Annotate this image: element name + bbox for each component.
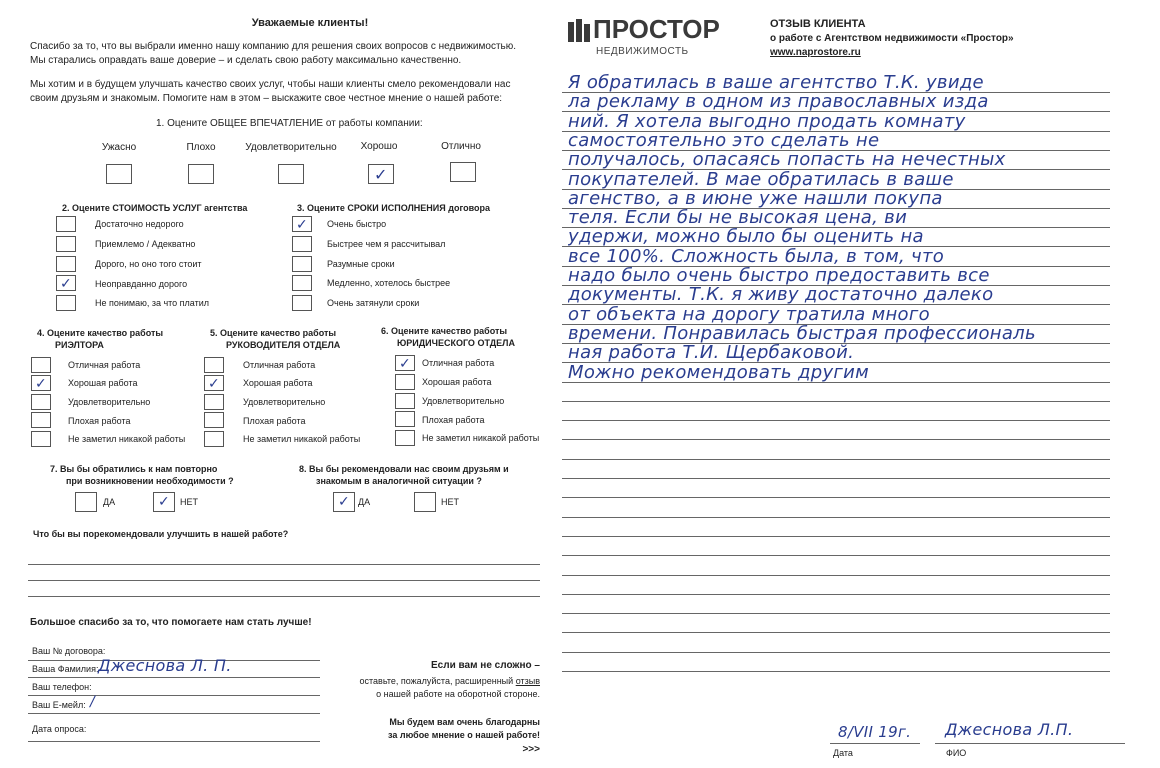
surname-field-line[interactable] [28, 677, 320, 678]
q6-checkbox[interactable] [395, 393, 415, 409]
q6-option-label: Удовлетворительно [422, 396, 505, 406]
q6-option-label: Не заметил никакой работы [422, 433, 540, 443]
date-label: Дата опроса: [32, 724, 87, 734]
q4-checkbox-selected[interactable] [31, 375, 51, 391]
ruled-line [562, 517, 1110, 518]
q2-option-label: Дорого, но оно того стоит [95, 259, 202, 269]
q3-option-label: Разумные сроки [327, 259, 395, 269]
q1-option-label: Отлично [441, 141, 481, 152]
q7-subtitle: при возникновении необходимости ? [66, 476, 234, 486]
handwritten-line: ная работа Т.И. Щербаковой. [568, 342, 855, 363]
handwritten-line: агенство, а в июне уже нашли покупа [568, 188, 943, 209]
q6-checkbox[interactable] [395, 430, 415, 446]
check-mark-icon: ✓ [296, 217, 308, 233]
contract-label: Ваш № договора: [32, 646, 106, 656]
q3-checkbox[interactable] [292, 236, 312, 252]
q3-option-label: Медленно, хотелось быстрее [327, 278, 451, 288]
improve-question: Что бы вы порекомендовали улучшить в нашей работе? [33, 529, 289, 539]
check-mark-icon: ✓ [208, 376, 220, 392]
q4-option-label: Хорошая работа [68, 378, 138, 388]
q5-option-label: Отличная работа [243, 360, 316, 370]
check-mark-icon: ✓ [399, 356, 411, 372]
q1-option-label: Удовлетворительно [245, 142, 337, 153]
signature-fio-value: Джеснова Л.П. [945, 720, 1074, 739]
review-header-title: ОТЗЫВ КЛИЕНТА [770, 18, 866, 30]
q3-checkbox[interactable] [292, 275, 312, 291]
handwritten-line: теля. Если бы не высокая цена, ви [568, 207, 908, 228]
q5-checkbox[interactable] [204, 412, 224, 428]
q4-title: 4. Оцените качество работы [37, 328, 164, 338]
answer-line[interactable] [28, 564, 540, 565]
q4-option-label: Не заметил никакой работы [68, 434, 186, 444]
logo-subtitle: НЕДВИЖИМОСТЬ [596, 46, 689, 57]
q1-checkbox-awful[interactable] [106, 164, 132, 184]
phone-label: Ваш телефон: [32, 682, 92, 692]
handwritten-line: ний. Я хотела выгодно продать комнату [568, 111, 966, 132]
handwritten-line: от объекта на дорогу тратила много [568, 304, 930, 325]
ruled-line [562, 459, 1110, 460]
date-sign-line [830, 743, 920, 744]
q1-checkbox-satisfactory[interactable] [278, 164, 304, 184]
q1-checkbox-bad[interactable] [188, 164, 214, 184]
q4-checkbox[interactable] [31, 357, 51, 373]
q4-checkbox[interactable] [31, 412, 51, 428]
q5-checkbox[interactable] [204, 357, 224, 373]
handwritten-line: надо было очень быстро предоставить все [568, 265, 990, 286]
signature-fio-label: ФИО [946, 748, 967, 758]
q5-option-label: Хорошая работа [243, 378, 313, 388]
q5-option-label: Не заметил никакой работы [243, 434, 361, 444]
ruled-line [562, 594, 1110, 595]
handwritten-line: самостоятельно это сделать не [568, 130, 880, 151]
q6-subtitle: ЮРИДИЧЕСКОГО ОТДЕЛА [397, 338, 515, 348]
q3-option-label: Очень затянули сроки [327, 298, 420, 308]
email-field-line[interactable] [28, 713, 320, 714]
answer-line[interactable] [28, 596, 540, 597]
q2-checkbox[interactable] [56, 295, 76, 311]
ruled-line [562, 613, 1110, 614]
q8-title: 8. Вы бы рекомендовали нас своим друзьям и [299, 464, 509, 474]
q3-checkbox[interactable] [292, 256, 312, 272]
q2-option-label: Не понимаю, за что платил [95, 298, 210, 308]
signature-date-label: Дата [833, 748, 853, 758]
ruled-line [562, 401, 1110, 402]
q3-option-label: Быстрее чем я рассчитывал [327, 239, 446, 249]
q4-checkbox[interactable] [31, 431, 51, 447]
ruled-line [562, 420, 1110, 421]
q1-title: 1. Оцените ОБЩЕЕ ВПЕЧАТЛЕНИЕ от работы компании: [156, 118, 423, 129]
phone-field-line[interactable] [28, 695, 320, 696]
q6-checkbox-selected[interactable] [395, 355, 415, 371]
email-value[interactable]: / [90, 694, 96, 710]
check-mark-icon: ✓ [374, 165, 388, 184]
q7-no-label: НЕТ [180, 497, 198, 507]
review-header-subtitle: о работе с Агентством недвижимости «Простор» [770, 33, 1014, 44]
ruled-line [562, 555, 1110, 556]
check-mark-icon: ✓ [35, 376, 47, 392]
q4-option-label: Отличная работа [68, 360, 141, 370]
check-mark-icon: ✓ [158, 494, 170, 510]
note-line-2: оставьте, пожалуйста, расширенный отзыв [359, 676, 540, 686]
ruled-line [562, 439, 1110, 440]
q3-checkbox-selected[interactable] [292, 216, 312, 232]
handwritten-line: документы. Т.К. я живу достаточно далеко [568, 284, 994, 305]
q8-subtitle: знакомым в аналогичной ситуации ? [316, 476, 482, 486]
q2-checkbox[interactable] [56, 216, 76, 232]
q2-option-label: Приемлемо / Адекватно [95, 239, 196, 249]
q3-title: 3. Оцените СРОКИ ИСПОЛНЕНИЯ договора [297, 203, 490, 213]
q1-checkbox-excellent[interactable] [450, 162, 476, 182]
handwritten-line: Я обратилась в ваше агентство Т.К. увиде [568, 72, 984, 93]
note-line-5: за любое мнение о нашей работе! [387, 730, 540, 740]
check-mark-icon: ✓ [338, 494, 350, 510]
q3-checkbox[interactable] [292, 295, 312, 311]
q6-checkbox[interactable] [395, 374, 415, 390]
q4-subtitle: РИЭЛТОРА [55, 340, 104, 350]
q1-checkbox-good[interactable] [368, 164, 394, 184]
q5-checkbox[interactable] [204, 394, 224, 410]
q2-checkbox[interactable] [56, 256, 76, 272]
q6-checkbox[interactable] [395, 411, 415, 427]
note-line-4: Мы будем вам очень благодарны [389, 717, 540, 727]
q6-option-label: Отличная работа [422, 358, 495, 368]
fio-sign-line [935, 743, 1125, 744]
q6-option-label: Плохая работа [422, 415, 485, 425]
q4-checkbox[interactable] [31, 394, 51, 410]
q6-title: 6. Оцените качество работы [381, 326, 508, 336]
q6-option-label: Хорошая работа [422, 377, 492, 387]
q5-title: 5. Оцените качество работы [210, 328, 337, 338]
ruled-line [562, 652, 1110, 653]
q3-option-label: Очень быстро [327, 219, 387, 229]
handwritten-line: времени. Понравилась быстрая профессиональ [568, 323, 1036, 344]
ruled-line [562, 497, 1110, 498]
logo-icon [566, 18, 592, 44]
q7-yes-label: ДА [103, 497, 116, 507]
handwritten-line: Можно рекомендовать другим [568, 362, 870, 383]
intro-paragraph-2: Мы хотим и в будущем улучшать качество своих услуг, чтобы наши клиенты смело рекомендовали нас своим друзьям и знакомым. Помогите нам в этом – выскажите свое честное мнение о нашей работе: [30, 79, 511, 104]
thanks-text: Большое спасибо за то, что помогаете нам стать лучше! [30, 617, 312, 628]
q8-checkbox-no[interactable] [414, 492, 436, 512]
handwritten-line: все 100%. Сложность была, в том, что [568, 246, 945, 267]
greeting-title: Уважаемые клиенты! [251, 17, 369, 29]
q1-option-label: Ужасно [101, 142, 137, 153]
signature-date-value: 8/VII 19г. [838, 723, 912, 741]
q5-checkbox-selected[interactable] [204, 375, 224, 391]
review-link[interactable]: отзыв [515, 676, 540, 686]
q1-option-label: Хорошо [360, 141, 398, 152]
q5-subtitle: РУКОВОДИТЕЛЯ ОТДЕЛА [226, 340, 341, 350]
review-header-url[interactable]: www.naprostore.ru [770, 47, 861, 58]
ruled-line [562, 478, 1110, 479]
q2-checkbox[interactable] [56, 236, 76, 252]
handwritten-line: удержи, можно было бы оценить на [568, 226, 924, 247]
note-line-3: о нашей работе на оборотной стороне. [376, 689, 540, 699]
ruled-line [562, 671, 1110, 672]
arrows-icon: >>> [522, 744, 540, 755]
q1-option-label: Плохо [186, 142, 216, 153]
q8-no-label: НЕТ [441, 497, 459, 507]
q2-title: 2. Оцените СТОИМОСТЬ УСЛУГ агентства [62, 203, 248, 213]
q4-option-label: Плохая работа [68, 416, 131, 426]
surname-value[interactable]: Джеснова Л. П. [98, 656, 232, 675]
handwritten-line: покупателей. В мае обратилась в ваше [568, 169, 954, 190]
q7-checkbox-no-selected[interactable] [153, 492, 175, 512]
ruled-line [562, 632, 1110, 633]
q5-option-label: Удовлетворительно [243, 397, 326, 407]
check-mark-icon: ✓ [60, 276, 72, 292]
answer-line[interactable] [28, 580, 540, 581]
q7-title: 7. Вы бы обратились к нам повторно [50, 464, 218, 474]
ruled-line [562, 575, 1110, 576]
q2-option-label: Достаточно недорого [95, 219, 184, 229]
handwritten-line: ла рекламу в одном из православных изда [568, 91, 989, 112]
q4-option-label: Удовлетворительно [68, 397, 151, 407]
handwritten-line: получалось, опасаясь попасть на нечестных [568, 149, 1006, 170]
ruled-line [562, 536, 1110, 537]
q5-checkbox[interactable] [204, 431, 224, 447]
intro-paragraph-1: Спасибо за то, что вы выбрали именно нашу компанию для решения своих вопросов с недвижимостью. Мы старались оправдать ваше доверие – и сделать свою работу максимально качественно. [30, 41, 517, 66]
q2-checkbox-selected[interactable] [56, 275, 76, 291]
email-label: Ваш E-мейл: [32, 700, 86, 710]
note-line-1: Если вам не сложно – [431, 660, 540, 671]
surname-label: Ваша Фамилия: [32, 664, 99, 674]
q2-option-label: Неоправданно дорого [95, 279, 188, 289]
q8-checkbox-yes-selected[interactable] [333, 492, 355, 512]
q7-checkbox-yes[interactable] [75, 492, 97, 512]
q8-yes-label: ДА [358, 497, 371, 507]
date-field-line[interactable] [28, 741, 320, 742]
logo-name: ПРОСТОР [593, 14, 720, 44]
q5-option-label: Плохая работа [243, 416, 306, 426]
